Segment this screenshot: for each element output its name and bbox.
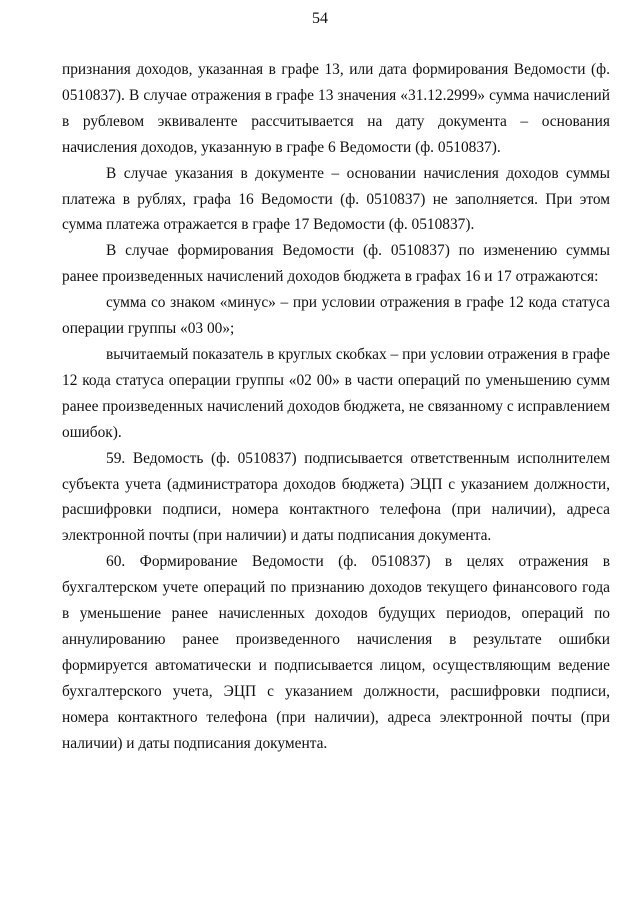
paragraph-continuation: признания доходов, указанная в графе 13, или дата формирования Ведомости (ф. 0510837). В случае отражения в графе 13 значения «31.12.2999» сумма начислений в рублевом эквиваленте рассчитывается на дату документа – основания начисления доходов, указанную в графе 6 Ведомости (ф. 0510837). xyxy=(62,61,610,156)
paragraph-item-60: 60. Формирование Ведомости (ф. 0510837) в целях отражения в бухгалтерском учете операций по признанию доходов текущего финансового года в уменьшение ранее начисленных доходов будущих периодов, операций по аннулированию ранее произведенного начисления в результате ошибки формируется автоматически и подписывается лицом, осуществляющим ведение бухгалтерского учета, ЭЦП с указанием должности, расшифровки подписи, номера контактного телефона (при наличии), адреса электронной почты (при наличии) и даты подписания документа. xyxy=(62,553,610,752)
paragraph-item-59: 59. Ведомость (ф. 0510837) подписывается ответственным исполнителем субъекта учета (администратора доходов бюджета) ЭЦП с указанием должности, расшифровки подписи, номера контактного телефона (при наличии), адреса электронной почты (при наличии) и даты подписания документа. xyxy=(62,449,610,545)
paragraph-change-of-amount: В случае формирования Ведомости (ф. 0510837) по изменению суммы ранее произведенных начислений доходов бюджета в графах 16 и 17 отражаются: xyxy=(62,242,610,286)
paragraph-payment-in-rubles: В случае указания в документе – основании начисления доходов суммы платежа в рублях, графа 16 Ведомости (ф. 0510837) не заполняется. При этом сумма платежа отражается в графе 17 Ведомости (ф. 0510837). xyxy=(62,164,610,234)
page-number: 54 xyxy=(312,10,328,27)
document-body xyxy=(62,57,610,756)
paragraph-minus-sign: сумма со знаком «минус» – при условии отражения в графе 12 кода статуса операции группы «03 00»; xyxy=(62,294,610,338)
paragraph-parentheses: вычитаемый показатель в круглых скобках – при условии отражения в графе 12 кода статуса операции группы «02 00» в части операций по уменьшению сумм ранее произведенных начислений доходов бюджета, не связанному с исправлением ошибок). xyxy=(62,345,610,441)
